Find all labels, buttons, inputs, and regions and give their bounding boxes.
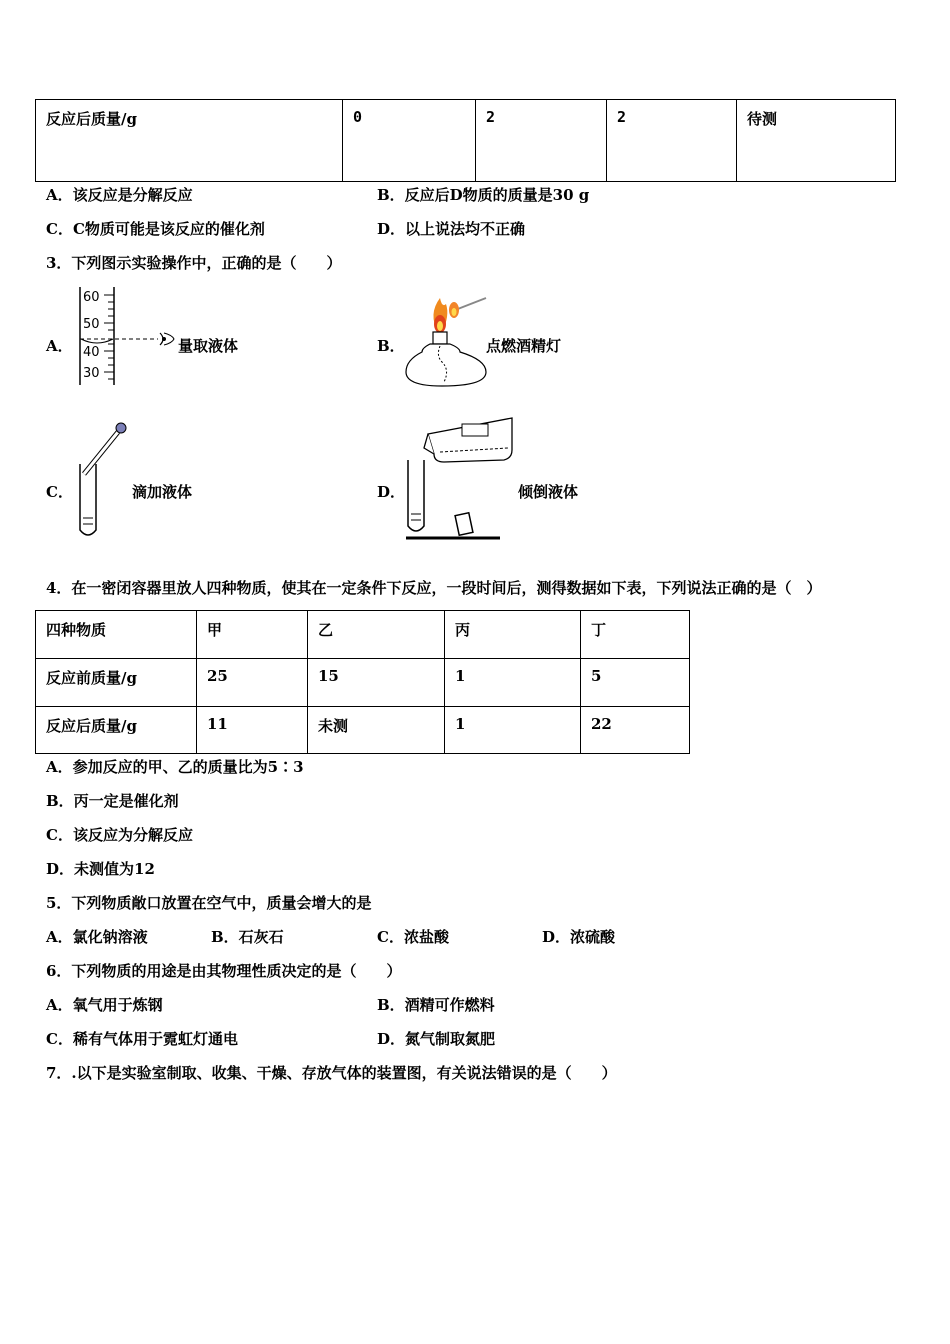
q3-option-d-caption: 倾倒液体 <box>518 483 579 501</box>
pouring-figure <box>404 414 514 544</box>
q4-data-table <box>35 610 690 754</box>
q3-option-c-letter: C． <box>46 483 73 501</box>
q3-option-d-letter: D． <box>377 483 406 501</box>
table-cell: 反应前质量/g <box>36 659 197 707</box>
q3-option-a-caption: 量取液体 <box>178 337 239 355</box>
table-cell: 2 <box>607 100 737 182</box>
cylinder-tick-label: 40 <box>83 345 100 360</box>
table-cell: 未测 <box>308 707 445 754</box>
q4-option-d: D．未测值为12 <box>46 860 155 878</box>
q6-option-c: C．稀有气体用于霓虹灯通电 <box>46 1030 238 1048</box>
table-header-cell: 丁 <box>581 611 690 659</box>
table-header-cell: 丙 <box>445 611 581 659</box>
cylinder-tick-label: 30 <box>83 366 100 381</box>
q2-option-a: A．该反应是分解反应 <box>46 186 193 204</box>
table-header-cell: 乙 <box>308 611 445 659</box>
table-cell: 25 <box>197 659 308 707</box>
q2-option-c: C．C物质可能是该反应的催化剂 <box>46 220 265 238</box>
q5-option-a: A．氯化钠溶液 <box>46 928 148 946</box>
q4-option-a: A．参加反应的甲、乙的质量比为5∶3 <box>46 758 304 776</box>
table-row <box>36 100 896 182</box>
table-cell: 1 <box>445 707 581 754</box>
top-mass-table <box>35 99 896 182</box>
q6-stem: 6．下列物质的用途是由其物理性质决定的是（ ） <box>46 962 402 980</box>
cylinder-tick-label: 50 <box>83 317 100 332</box>
q3-option-b-letter: B． <box>377 337 405 355</box>
table-cell: 15 <box>308 659 445 707</box>
q5-stem: 5．下列物质敞口放置在空气中，质量会增大的是 <box>46 894 372 912</box>
table-cell: 0 <box>343 100 476 182</box>
table-header-cell: 甲 <box>197 611 308 659</box>
q5-option-b: B．石灰石 <box>211 928 284 946</box>
q5-option-d: D．浓硫酸 <box>542 928 616 946</box>
table-cell: 待测 <box>737 100 896 182</box>
table-cell: 反应后质量/g <box>36 100 343 182</box>
q4-option-b: B．丙一定是催化剂 <box>46 792 179 810</box>
q3-stem: 3．下列图示实验操作中，正确的是（ ） <box>46 254 342 272</box>
q5-option-c: C．浓盐酸 <box>377 928 449 946</box>
q6-option-d: D．氮气制取氮肥 <box>377 1030 496 1048</box>
cylinder-tick-label: 60 <box>83 290 100 305</box>
q2-option-d: D．以上说法均不正确 <box>377 220 526 238</box>
table-cell: 5 <box>581 659 690 707</box>
q2-option-b: B．反应后D物质的质量是30 g <box>377 186 590 204</box>
q6-option-b: B．酒精可作燃料 <box>377 996 495 1014</box>
table-cell: 22 <box>581 707 690 754</box>
table-row <box>36 707 690 754</box>
q7-stem: 7．.以下是实验室制取、收集、干燥、存放气体的装置图，有关说法错误的是（ ） <box>46 1064 617 1082</box>
dropper-figure <box>74 418 134 543</box>
alcohol-lamp-figure <box>402 290 492 390</box>
table-cell: 2 <box>476 100 607 182</box>
q3-option-a-letter: A． <box>46 337 73 355</box>
q4-option-c: C．该反应为分解反应 <box>46 826 193 844</box>
table-row <box>36 659 690 707</box>
table-header-cell: 四种物质 <box>36 611 197 659</box>
table-cell: 11 <box>197 707 308 754</box>
q3-option-b-caption: 点燃酒精灯 <box>486 337 562 355</box>
table-cell: 1 <box>445 659 581 707</box>
table-row <box>36 611 690 659</box>
q4-stem: 4．在一密闭容器里放人四种物质，使其在一定条件下反应，一段时间后，测得数据如下表，下列说法正确的是（ ） <box>46 579 822 597</box>
q3-option-c-caption: 滴加液体 <box>132 483 193 501</box>
q6-option-a: A．氧气用于炼钢 <box>46 996 163 1014</box>
table-cell: 反应后质量/g <box>36 707 197 754</box>
graduated-cylinder-figure <box>74 285 179 390</box>
